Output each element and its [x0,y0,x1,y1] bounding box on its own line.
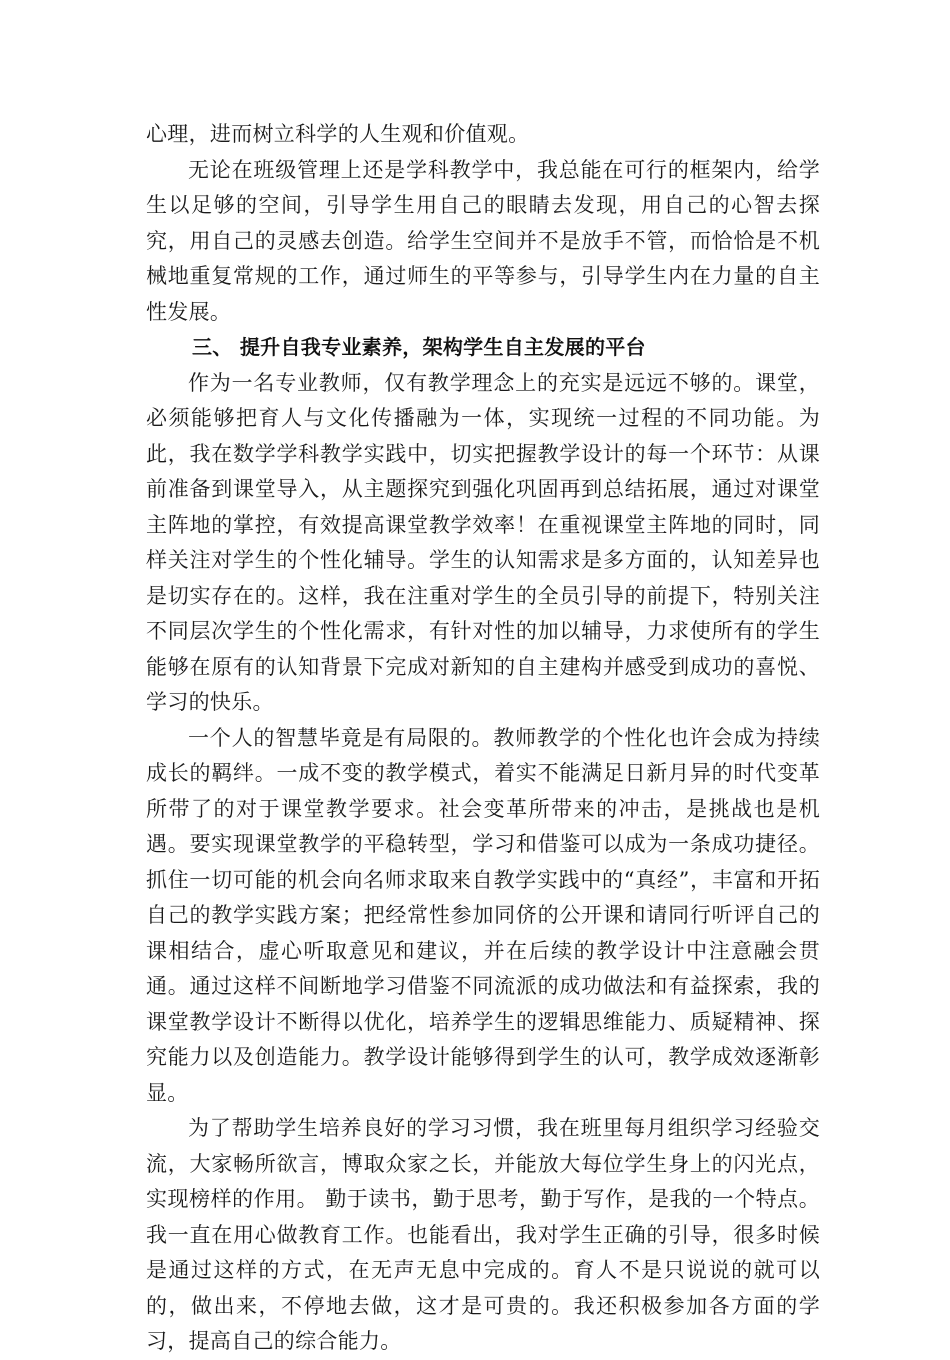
paragraph-professional-teacher: 作为一名专业教师，仅有教学理念上的充实是远远不够的。课堂，必须能够把育人与文化传播融为一体，实现统一过程的不同功能。为此，我在数学学科教学实践中，切实把握教学设计的每一个环节：从课前准备到课堂导入，从主题探究到强化巩固再到总结拓展，通过对课堂主阵地的掌控，有效提高课堂教学效率！在重视课堂主阵地的同时，同样关注对学生的个性化辅导。学生的认知需求是多方面的，认知差异也是切实存在的。这样，我在注重对学生的全员引导的前提下，特别关注不同层次学生的个性化需求，有针对性的加以辅导，力求使所有的学生能够在原有的认知背景下完成对新知的自主建构并感受到成功的喜悦、学习的快乐。 [146,370,820,714]
section-heading-three: 三、 提升自我专业素养，架构学生自主发展的平台 [192,335,646,359]
paragraph-study-habits: 为了帮助学生培养良好的学习习惯，我在班里每月组织学习经验交流，大家畅所欲言，博取众家之长，并能放大每位学生身上的闪光点，实现榜样的作用。 勤于读书，勤于思考，勤于写作，是我的一个特点。我一直在用心做教育工作。也能看出，我对学生正确的引导，很多时候是通过这样的方式，在无声无息中完成的。育人不是只说说的就可以的，做出来，不停地去做，这才是可贵的。我还积极参加各方面的学习，提高自己的综合能力。 [146,1116,820,1353]
paragraph-continuation: 心理，进而树立科学的人生观和价值观。 [146,122,530,146]
document-body [146,117,820,1360]
paragraph-class-management: 无论在班级管理上还是学科教学中，我总能在可行的框架内，给学生以足够的空间，引导学生用自己的眼睛去发现，用自己的心智去探究，用自己的灵感去创造。给学生空间并不是放手不管，而恰恰是不机械地重复常规的工作，通过师生的平等参与，引导学生内在力量的自主性发展。 [146,157,820,324]
paragraph-wisdom-limits: 一个人的智慧毕竟是有局限的。教师教学的个性化也许会成为持续成长的羁绊。一成不变的教学模式，着实不能满足日新月异的时代变革所带了的对于课堂教学要求。社会变革所带来的冲击，是挑战也是机遇。要实现课堂教学的平稳转型，学习和借鉴可以成为一条成功捷径。抓住一切可能的机会向名师求取来自教学实践中的“真经”，丰富和开拓自己的教学实践方案；把经常性参加同侪的公开课和请同行听评自己的课相结合，虚心听取意见和建议，并在后续的教学设计中注意融会贯通。通过这样不间断地学习借鉴不同流派的成功做法和有益探索，我的课堂教学设计不断得以优化，培养学生的逻辑思维能力、质疑精神、探究能力以及创造能力。教学设计能够得到学生的认可，教学成效逐渐彰显。 [146,725,820,1105]
